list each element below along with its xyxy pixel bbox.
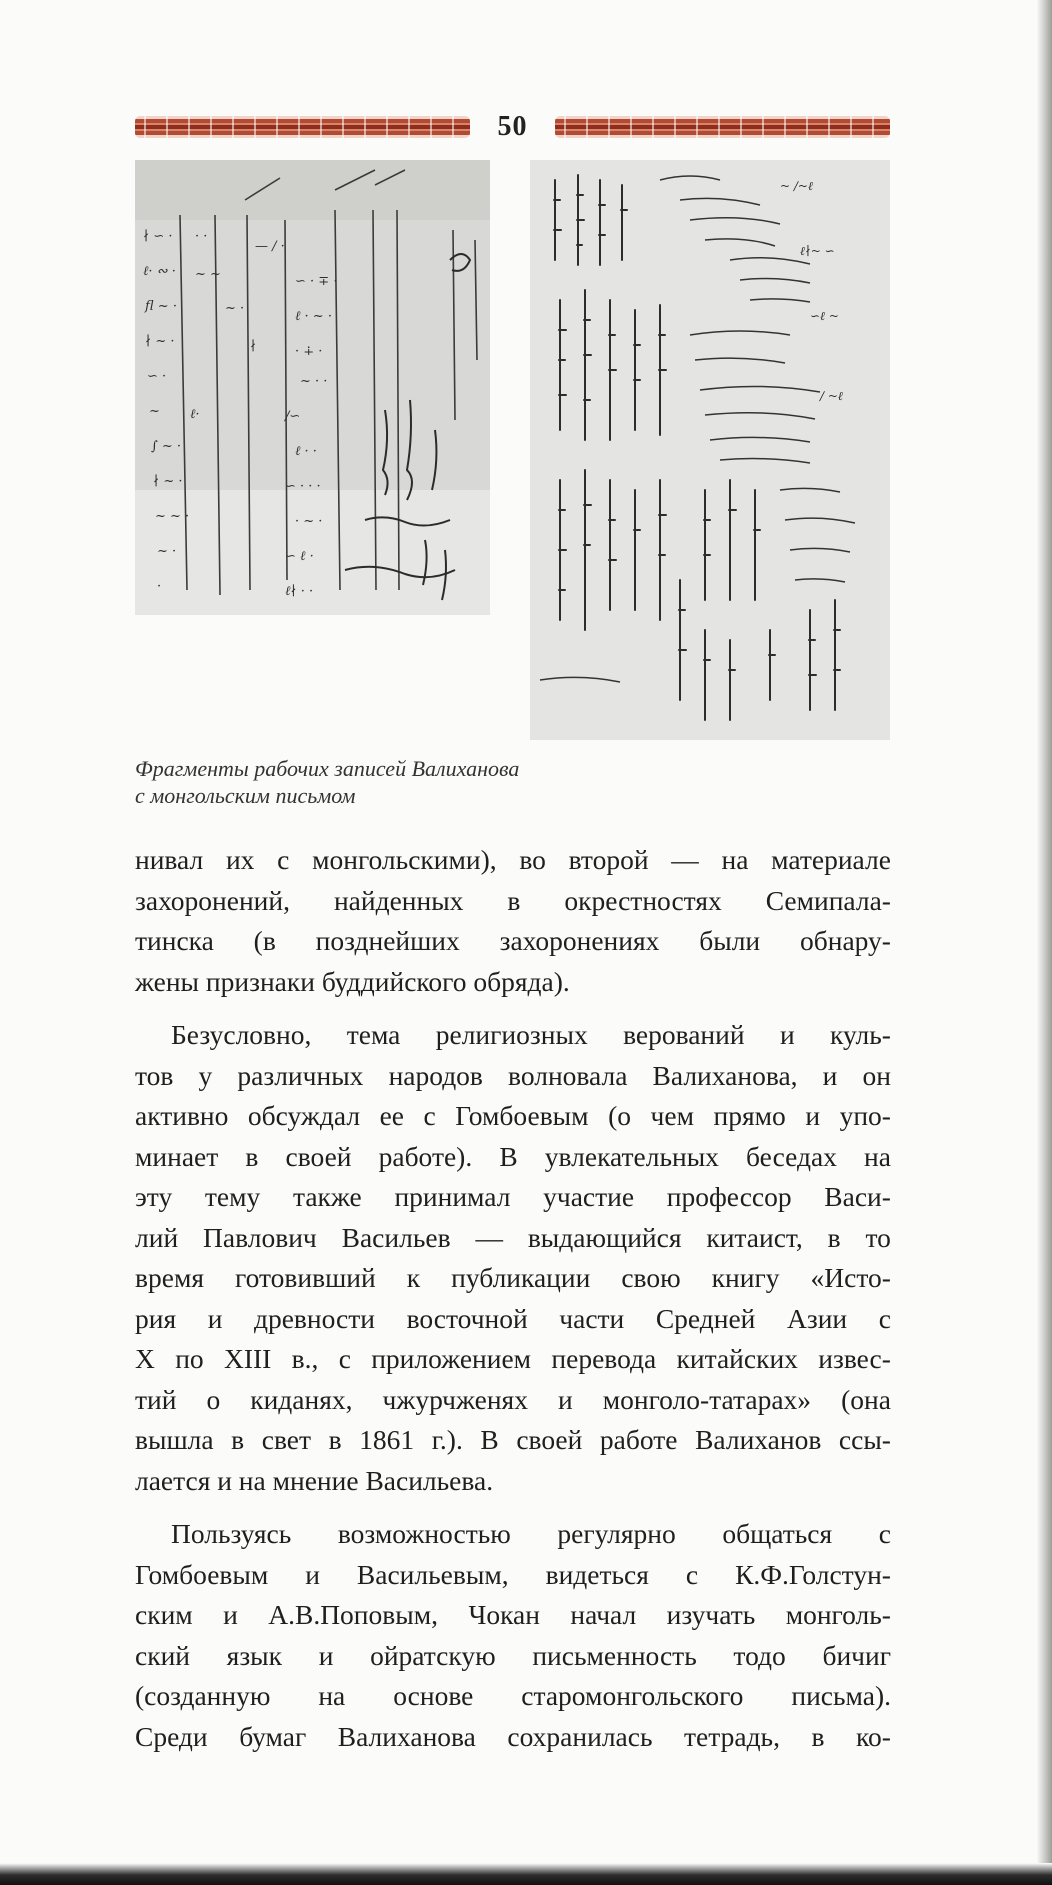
svg-text:∕ ~ℓ: ∕ ~ℓ xyxy=(820,389,843,403)
svg-text:∽ · ∓ ·: ∽ · ∓ · xyxy=(295,274,338,289)
scan-bottom-edge xyxy=(0,1863,1052,1885)
page-number: 50 xyxy=(497,111,528,142)
text-line: тинска (в позднейших захоронениях были обнару- xyxy=(135,925,891,956)
body-text xyxy=(135,840,891,1757)
svg-text:~ ∕~ℓ: ~ ∕~ℓ xyxy=(780,179,813,193)
svg-text:ℓ · ~ ·: ℓ · ~ · xyxy=(295,309,332,324)
svg-text:∽ ℓ ·: ∽ ℓ · xyxy=(285,549,314,564)
text-line: эту тему также принимал участие профессор Васи- xyxy=(135,1181,891,1212)
paragraph xyxy=(135,1015,891,1501)
page-header xyxy=(135,110,890,144)
svg-text:∤: ∤ xyxy=(250,339,257,354)
caption-line: Фрагменты рабочих записей Валиханова xyxy=(135,756,520,781)
text-line: ский язык и ойратскую письменность тодо бичиг xyxy=(135,1639,891,1671)
svg-text:ℓ∤~ ∽: ℓ∤~ ∽ xyxy=(800,244,835,258)
svg-text:— ∕ ·: — ∕ · xyxy=(255,239,285,254)
mongolian-script-drawing xyxy=(530,160,890,740)
text-line: нивал их с монгольскими), во второй — на материале xyxy=(135,844,891,875)
svg-text:ﬂ ~ ·: ﬂ ~ · xyxy=(145,299,177,314)
text-line: Среди бумаг Валиханова сохранилась тетрадь, в ко- xyxy=(135,1720,891,1752)
text-line: лается и на мнение Васильева. xyxy=(135,1464,494,1496)
svg-text:· ·: · · xyxy=(195,229,208,244)
text-line: минает в своей работе). В увлекательных беседах на xyxy=(135,1140,891,1172)
text-line: активно обсуждал ее с Гомбоевым (о чем прямо и упо- xyxy=(135,1100,891,1131)
manuscript-table-drawing xyxy=(135,160,490,615)
svg-text:· ~ ·: · ~ · xyxy=(295,514,323,529)
text-line: X по XIII в., с приложением перевода китайских извес- xyxy=(135,1343,891,1374)
left-ornament-band xyxy=(135,116,470,138)
right-ornament-band xyxy=(555,116,890,138)
text-line: (созданную на основе старомонгольского письма). xyxy=(135,1680,891,1711)
svg-text:ℓ · ·: ℓ · · xyxy=(295,444,317,459)
page-edge-shadow xyxy=(1036,0,1052,1885)
text-line: Пользуясь возможностью регулярно общаться с xyxy=(171,1518,891,1549)
text-line: Гомбоевым и Васильевым, видеться с К.Ф.Голстун- xyxy=(135,1558,891,1590)
svg-text:~: ~ xyxy=(149,404,160,419)
text-line: ским и А.В.Поповым, Чокан начал изучать монголь- xyxy=(135,1599,891,1630)
text-line: вышла в свет в 1861 г.). В своей работе Валиханов ссы- xyxy=(135,1424,891,1455)
text-line: Безусловно, тема религиозных верований и куль- xyxy=(171,1019,891,1050)
svg-text:·: · xyxy=(157,579,162,594)
svg-text:~ ·: ~ · xyxy=(225,301,245,316)
svg-text:∤ ~ ·: ∤ ~ · xyxy=(145,334,175,349)
text-line: захоронений, найденных в окрестностях Семипала- xyxy=(135,884,891,916)
manuscript-photo-left xyxy=(135,160,490,615)
text-line: жены признаки буддийского обряда). xyxy=(135,965,570,997)
svg-text:∤ ∽ ·: ∤ ∽ · xyxy=(143,229,173,244)
svg-text:∫ ~ ·: ∫ ~ · xyxy=(151,439,182,454)
svg-text:ℓ∤ · ·: ℓ∤ · · xyxy=(285,584,314,599)
text-line: время готовивший к публикации свою книгу «Исто- xyxy=(135,1262,891,1293)
figure-caption xyxy=(135,755,835,809)
caption-line: с монгольским письмом xyxy=(135,783,356,808)
manuscript-photo-right xyxy=(530,160,890,740)
svg-text:ℓ· ∾ ·: ℓ· ∾ · xyxy=(143,264,176,279)
paragraph xyxy=(135,840,891,1002)
svg-text:∕∽: ∕∽ xyxy=(285,409,301,424)
text-line: тий о киданях, чжурчженях и монголо-татарах» (она xyxy=(135,1383,891,1415)
svg-text:~ ~: ~ ~ xyxy=(195,267,221,282)
svg-text:· ∔ ·: · ∔ · xyxy=(295,344,323,359)
svg-text:∤ ~ ·: ∤ ~ · xyxy=(153,474,183,489)
svg-text:∽ℓ ~: ∽ℓ ~ xyxy=(810,309,839,323)
svg-text:∽ ·: ∽ · xyxy=(147,369,167,384)
svg-text:∽ · · ·: ∽ · · · xyxy=(285,479,321,494)
text-line: тов у различных народов волновала Валиханова, и он xyxy=(135,1059,891,1091)
text-line: рия и древности восточной части Средней Азии с xyxy=(135,1302,891,1334)
paragraph xyxy=(135,1514,891,1757)
svg-text:ℓ·: ℓ· xyxy=(190,407,200,422)
text-line: лий Павлович Васильев — выдающийся китаист, в то xyxy=(135,1221,891,1253)
svg-text:~ · ·: ~ · · xyxy=(300,374,328,389)
svg-text:~ ~ ·: ~ ~ · xyxy=(155,509,190,524)
svg-text:~ ·: ~ · xyxy=(157,544,177,559)
